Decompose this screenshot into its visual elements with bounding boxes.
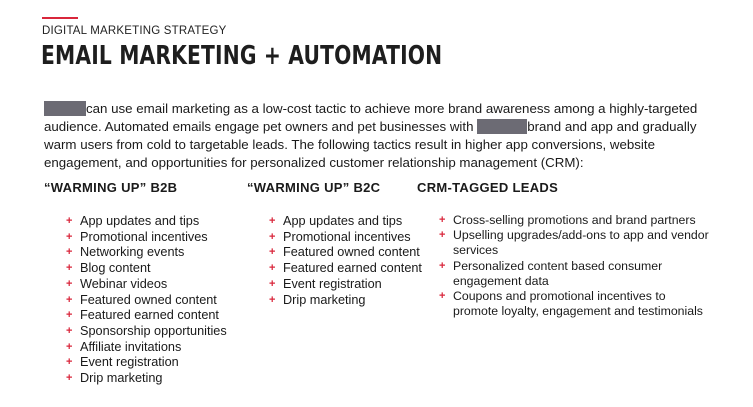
- intro-text-part2: brand and app and gradually warm users from cold to targetable leads. The following tactics result in higher app conversions, website engagement, and opportunities for personalized customer relationship management (CRM):: [44, 119, 697, 171]
- list-item-label: Featured owned content: [283, 245, 420, 260]
- section-eyebrow: DIGITAL MARKETING STRATEGY: [42, 25, 227, 37]
- tactic-list: [417, 213, 717, 319]
- list-item-label: Featured earned content: [80, 308, 219, 323]
- list-item: [66, 214, 227, 230]
- list-item-label: Upselling upgrades/add-ons to app and vendor services: [453, 228, 709, 258]
- redacted-brand-name: [477, 119, 527, 134]
- plus-bullet-icon: +: [269, 262, 276, 275]
- tactic-list: [247, 214, 422, 308]
- list-item-label: Networking events: [80, 245, 185, 260]
- list-item-label: App updates and tips: [283, 214, 403, 228]
- redacted-brand-name: [44, 101, 86, 116]
- plus-bullet-icon: +: [66, 372, 73, 385]
- column-crm-leads: [417, 180, 717, 319]
- plus-bullet-icon: +: [66, 340, 73, 353]
- plus-bullet-icon: +: [66, 246, 73, 259]
- plus-bullet-icon: +: [439, 214, 446, 226]
- list-item: [66, 245, 227, 261]
- plus-bullet-icon: +: [269, 230, 276, 243]
- list-item: [269, 292, 422, 309]
- list-item-label: Event registration: [80, 355, 179, 370]
- plus-bullet-icon: +: [66, 324, 73, 337]
- list-item-label: Coupons and promotional incentives to promote loyalty, engagement and testimonials: [453, 289, 703, 319]
- plus-bullet-icon: +: [66, 230, 73, 243]
- list-item-label: Featured owned content: [80, 292, 217, 307]
- column-heading: “WARMING UP” B2C: [247, 180, 381, 195]
- accent-rule: [42, 17, 78, 19]
- list-item: [66, 292, 227, 309]
- plus-bullet-icon: +: [66, 356, 73, 369]
- list-item-label: Featured earned content: [283, 261, 422, 276]
- plus-bullet-icon: +: [66, 293, 73, 306]
- column-b2b: [44, 180, 227, 387]
- list-item-label: Drip marketing: [283, 292, 366, 307]
- list-item: [66, 308, 227, 324]
- plus-bullet-icon: +: [66, 277, 73, 290]
- list-item-label: Event registration: [283, 276, 382, 291]
- plus-bullet-icon: +: [269, 215, 276, 227]
- column-b2c: [247, 180, 422, 308]
- intro-text-part1: can use email marketing as a low-cost tactic to achieve more brand awareness among a highly-targeted audience. Automated emails engage pet owners and pet businesses with: [44, 101, 698, 135]
- list-item: [269, 276, 422, 293]
- list-item-label: Personalized content based consumer engagement data: [453, 258, 663, 288]
- list-item: [269, 214, 422, 230]
- list-item: [66, 371, 227, 387]
- list-item: [439, 213, 713, 228]
- plus-bullet-icon: +: [66, 215, 73, 227]
- page-title: EMAIL MARKETING + AUTOMATION: [41, 41, 443, 71]
- list-item: [66, 261, 227, 277]
- list-item-label: Blog content: [80, 261, 151, 276]
- list-item-label: Cross-selling promotions and brand partners: [453, 213, 696, 227]
- list-item: [269, 245, 422, 261]
- list-item: [439, 228, 713, 258]
- column-heading: CRM-TAGGED LEADS: [417, 180, 559, 195]
- intro-paragraph: [44, 100, 714, 172]
- plus-bullet-icon: +: [439, 259, 446, 272]
- tactic-list: [44, 214, 227, 387]
- list-item-label: Promotional incentives: [80, 229, 208, 244]
- plus-bullet-icon: +: [439, 229, 446, 242]
- list-item: [269, 229, 422, 246]
- plus-bullet-icon: +: [439, 290, 446, 303]
- plus-bullet-icon: +: [66, 262, 73, 275]
- list-item: [66, 355, 227, 371]
- list-item-label: Webinar videos: [80, 276, 168, 291]
- list-item: [66, 229, 227, 246]
- plus-bullet-icon: +: [269, 293, 276, 306]
- list-item-label: Affiliate invitations: [80, 339, 182, 354]
- list-item-label: Promotional incentives: [283, 229, 411, 244]
- list-item-label: Sponsorship opportunities: [80, 323, 227, 338]
- list-item: [66, 323, 227, 340]
- list-item: [66, 339, 227, 356]
- list-item: [269, 261, 422, 277]
- list-item: [66, 276, 227, 293]
- list-item-label: App updates and tips: [80, 214, 200, 228]
- list-item-label: Drip marketing: [80, 371, 163, 386]
- column-heading: “WARMING UP” B2B: [44, 180, 178, 195]
- list-item: [439, 289, 713, 319]
- list-item: [439, 258, 713, 289]
- plus-bullet-icon: +: [269, 277, 276, 290]
- plus-bullet-icon: +: [269, 246, 276, 259]
- plus-bullet-icon: +: [66, 309, 73, 322]
